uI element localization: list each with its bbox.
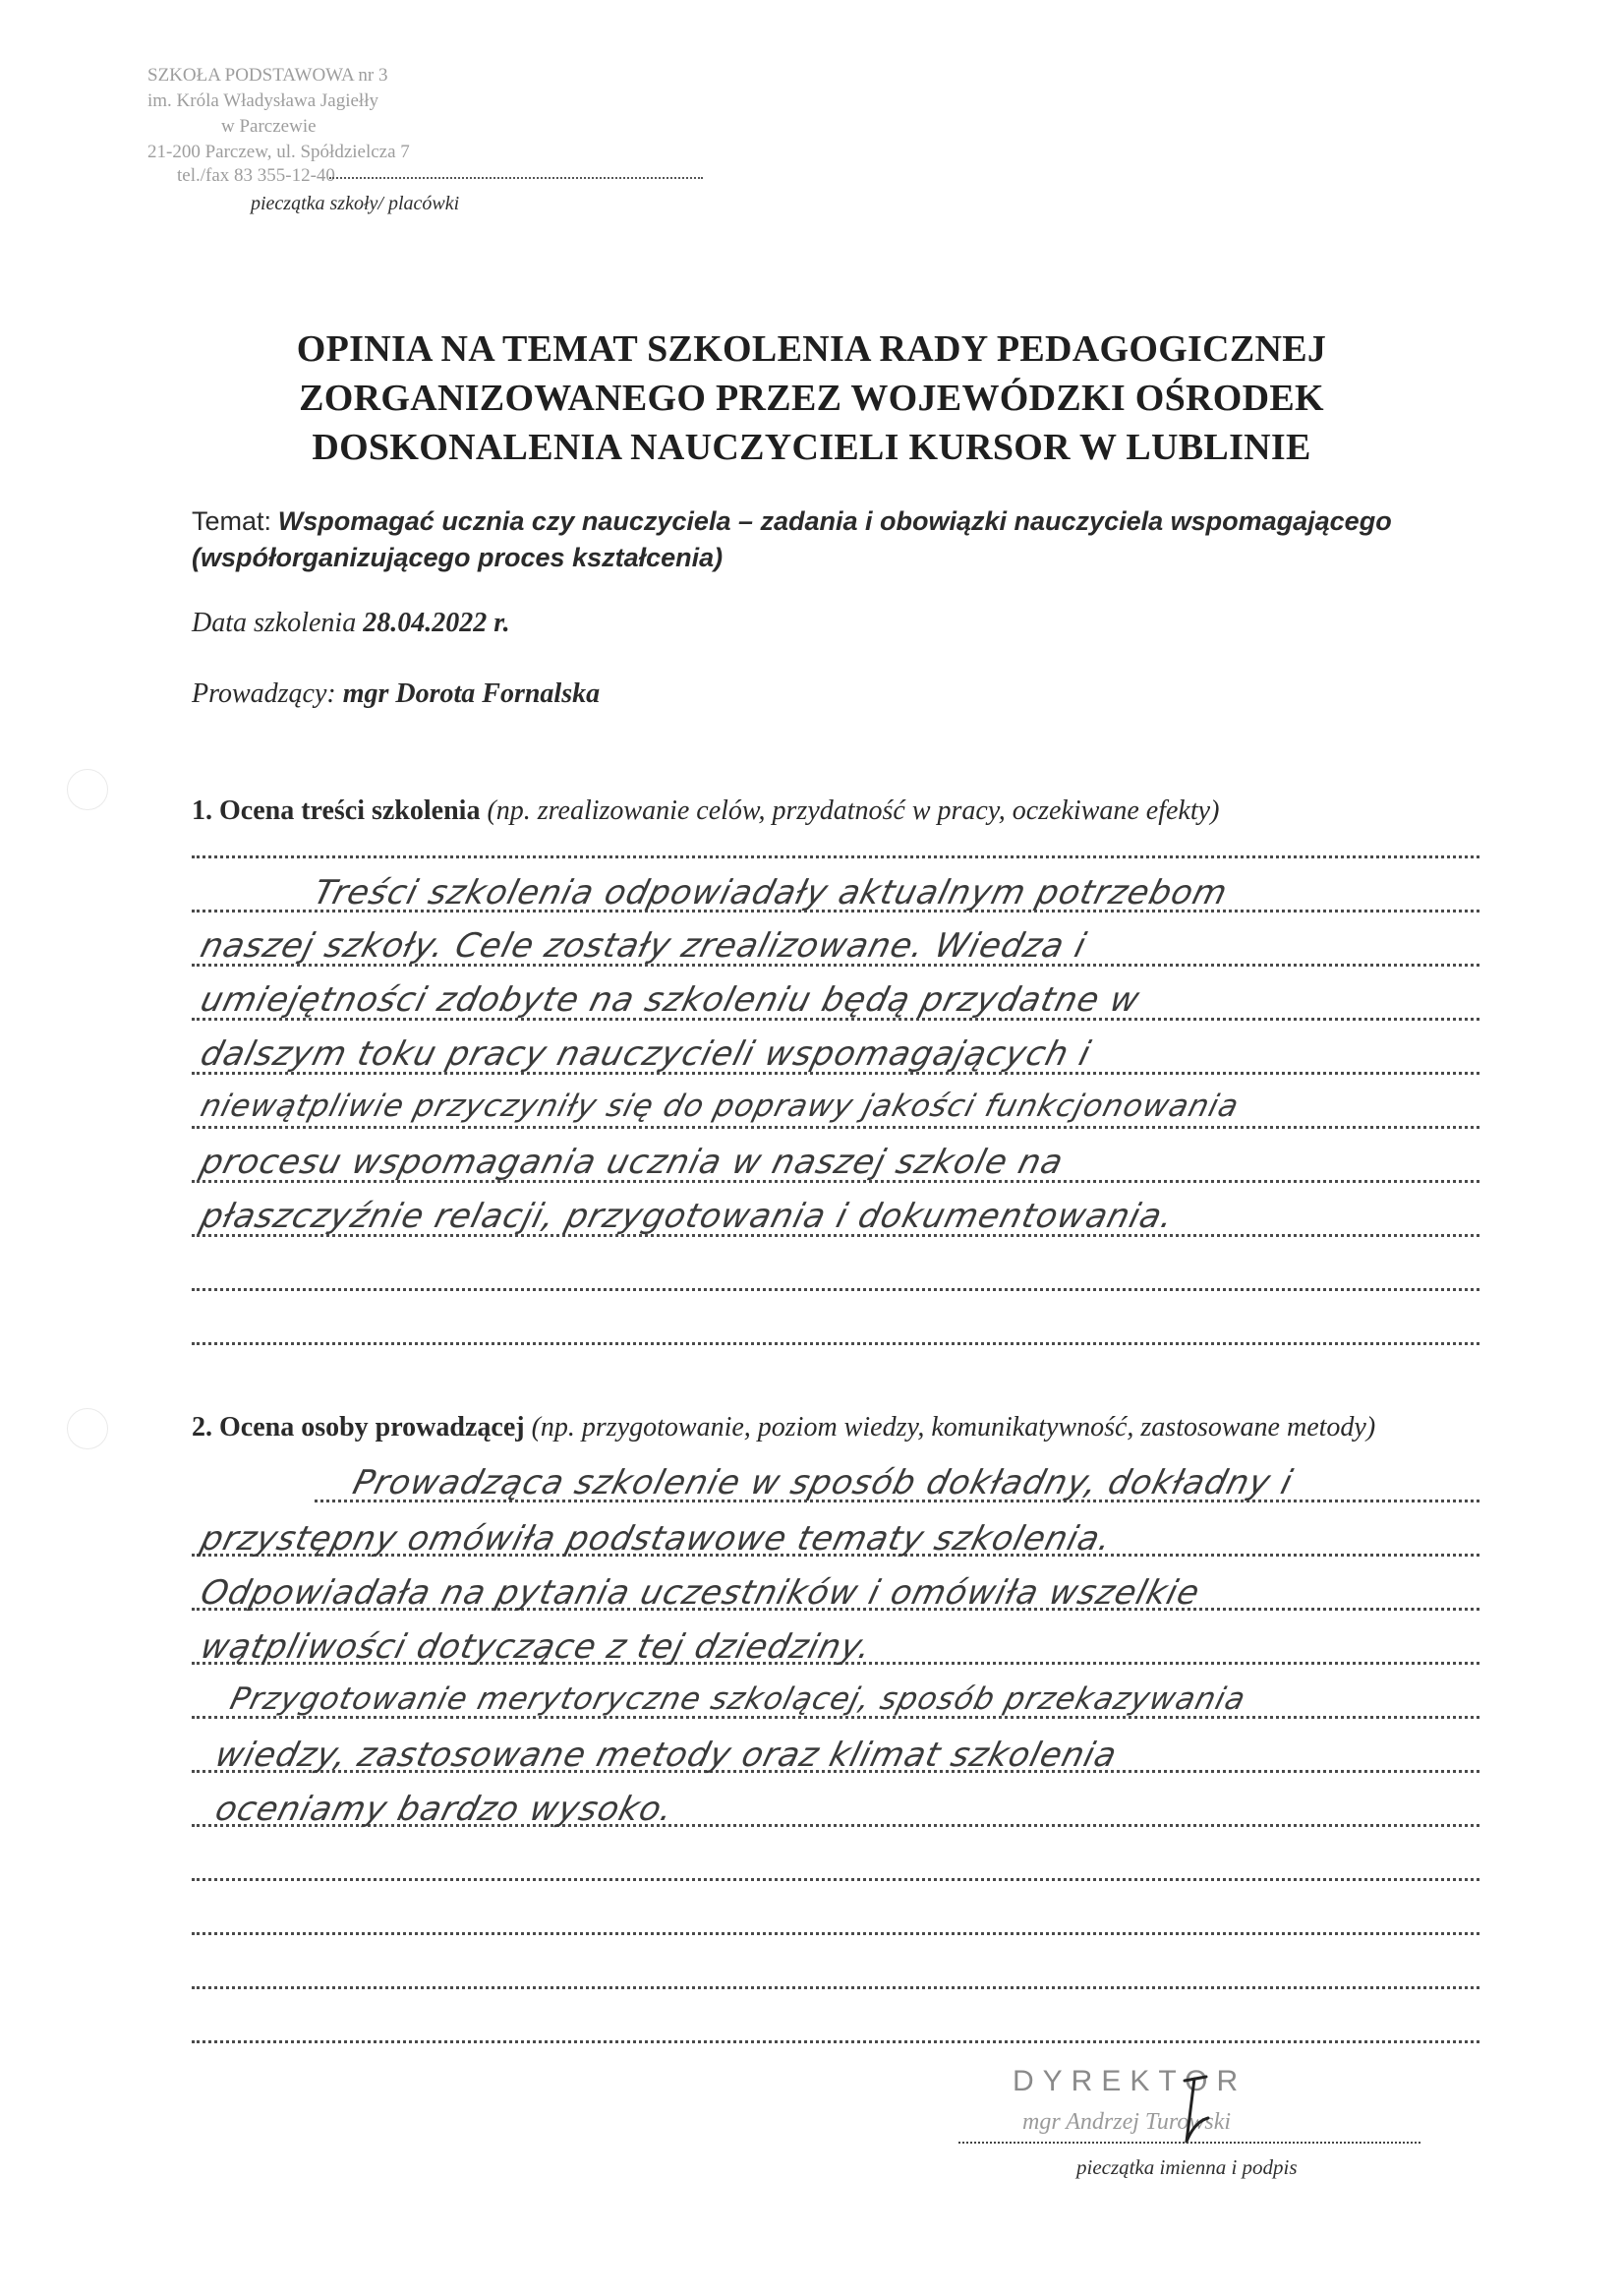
section-2-hint: (np. przygotowanie, poziom wiedzy, komunikatywność, zastosowane metody) — [531, 1412, 1376, 1442]
dotted-line — [192, 1288, 1479, 1291]
dotted-line — [192, 2040, 1479, 2043]
stamp-line: im. Króla Władysława Jagiełły — [147, 90, 378, 111]
training-date — [192, 608, 510, 639]
handwritten-line: przystępny omówiła podstawowe tematy szkolenia. — [197, 1519, 1117, 1559]
handwritten-line: Odpowiadała na pytania uczestników i omówiła wszelkie — [197, 1573, 1204, 1613]
stamp-line: tel./fax 83 355-12-40 — [177, 165, 335, 186]
training-subject — [192, 503, 1499, 576]
handwritten-line: oceniamy bardzo wysoko. — [211, 1790, 678, 1829]
stamp-dotted-line — [329, 177, 703, 179]
leader-value: mgr Dorota Fornalska — [342, 678, 601, 709]
date-value: 28.04.2022 r. — [363, 608, 510, 638]
section-2-title: 2. Ocena osoby prowadzącej — [192, 1412, 525, 1442]
leader-label: Prowadzący: — [192, 678, 336, 709]
title-line: OPINIA NA TEMAT SZKOLENIA RADY PEDAGOGICZNEJ — [296, 328, 1327, 370]
handwritten-line: naszej szkoły. Cele zostały zrealizowane. Wiedza i — [197, 926, 1091, 966]
dotted-line — [192, 1126, 1479, 1129]
signature — [1165, 2073, 1224, 2156]
scan-hole — [67, 769, 108, 810]
document-title — [0, 324, 1623, 472]
dotted-line — [192, 1878, 1479, 1881]
section-2-heading — [192, 1408, 1479, 1447]
subject-value: Wspomagać ucznia czy nauczyciela – zadania i obowiązki nauczyciela wspomagającego (współorganizującego proces kształcenia) — [192, 506, 1392, 572]
date-label: Data szkolenia — [192, 608, 357, 638]
director-name: mgr Andrzej Turowski — [1022, 2109, 1232, 2135]
stamp-line: SZKOŁA PODSTAWOWA nr 3 — [147, 65, 388, 86]
stamp-line: w Parczewie — [221, 116, 317, 137]
dotted-line — [192, 1986, 1479, 1989]
handwritten-line: Przygotowanie merytoryczne szkolącej, sposób przekazywania — [226, 1681, 1250, 1717]
subject-label: Temat: — [192, 506, 272, 536]
director-stamp: DYREKTOR — [1013, 2065, 1247, 2097]
handwritten-line: umiejętności zdobyte na szkoleniu będą przydatne w — [197, 980, 1144, 1020]
handwritten-line: Treści szkolenia odpowiadały aktualnym potrzebom — [310, 873, 1232, 913]
handwritten-line: procesu wspomagania ucznia w naszej szkole na — [197, 1143, 1069, 1182]
handwritten-line: Prowadząca szkolenie w sposób dokładny, dokładny i — [349, 1463, 1298, 1502]
scan-hole — [67, 1408, 108, 1449]
dotted-line — [192, 1342, 1479, 1345]
dotted-line — [192, 1932, 1479, 1935]
title-line: ZORGANIZOWANEGO PRZEZ WOJEWÓDZKI OŚRODEK — [299, 378, 1324, 419]
section-1-title: 1. Ocena treści szkolenia — [192, 795, 481, 826]
handwritten-line: dalszym toku pracy nauczycieli wspomagających i — [197, 1034, 1095, 1074]
signature-dotted-line — [958, 2142, 1420, 2144]
dotted-line — [192, 855, 1479, 858]
section-1-heading — [192, 792, 1479, 831]
signature-caption: pieczątka imienna i podpis — [1076, 2155, 1298, 2179]
handwritten-line: niewątpliwie przyczyniły się do poprawy jakości funkcjonowania — [197, 1089, 1244, 1124]
section-1-hint: (np. zrealizowanie celów, przydatność w pracy, oczekiwane efekty) — [487, 795, 1220, 826]
stamp-line: 21-200 Parczew, ul. Spółdzielcza 7 — [147, 142, 410, 162]
handwritten-line: wątpliwości dotyczące z tej dziedziny. — [197, 1627, 877, 1667]
handwritten-line: wiedzy, zastosowane metody oraz klimat szkolenia — [211, 1736, 1122, 1775]
training-leader — [192, 678, 600, 710]
stamp-caption: pieczątka szkoły/ placówki — [251, 193, 460, 214]
handwritten-line: płaszczyźnie relacji, przygotowania i dokumentowania. — [197, 1197, 1179, 1236]
title-line: DOSKONALENIA NAUCZYCIELI KURSOR W LUBLINIE — [312, 427, 1311, 468]
